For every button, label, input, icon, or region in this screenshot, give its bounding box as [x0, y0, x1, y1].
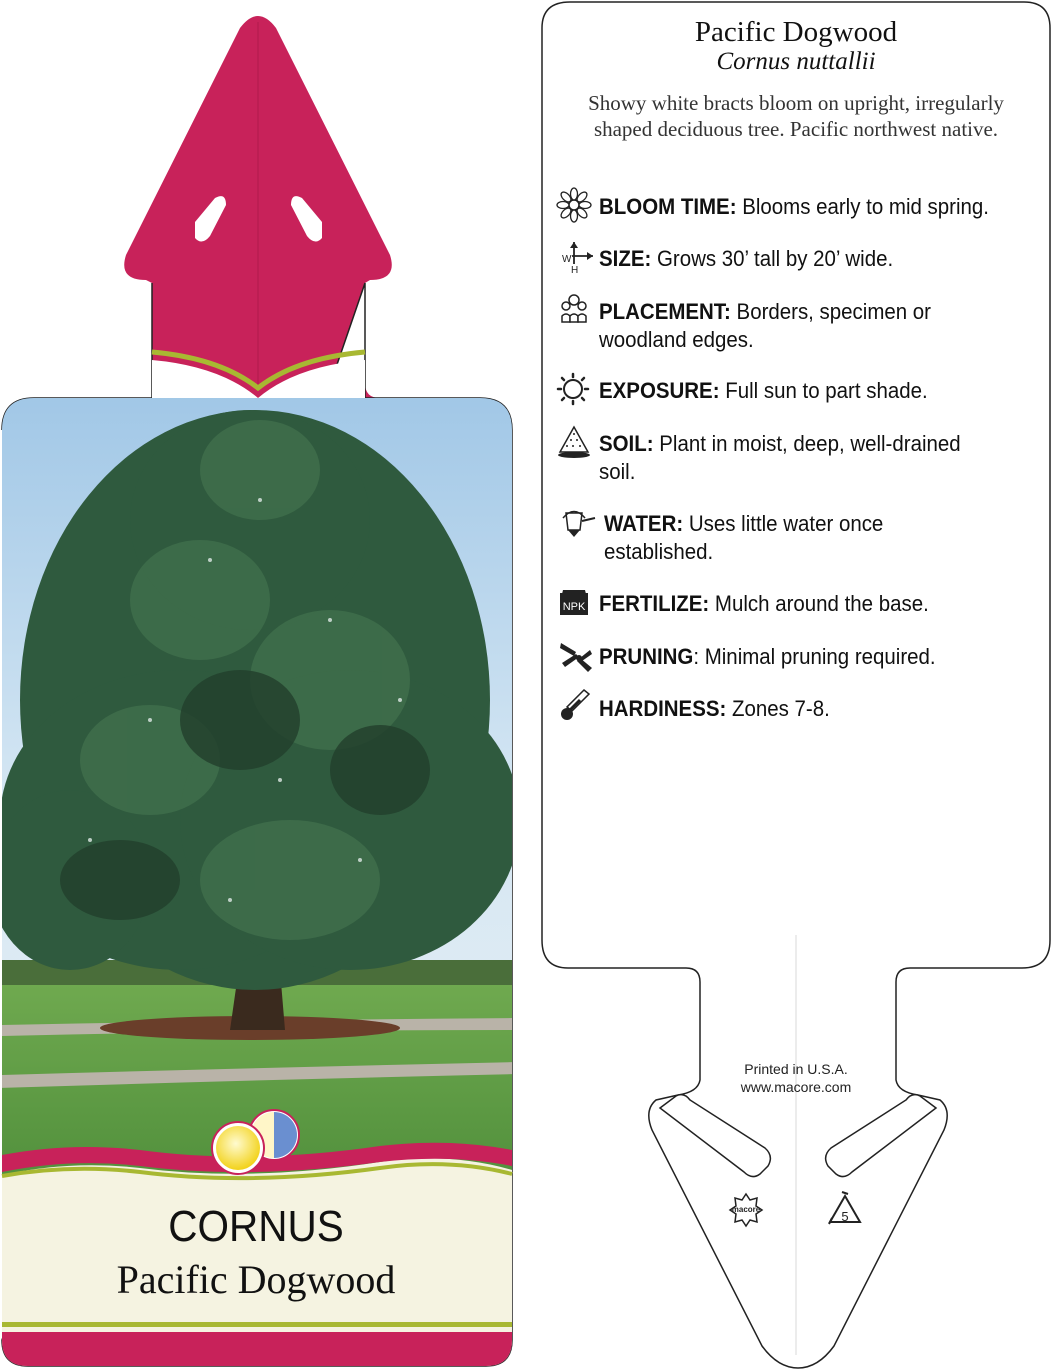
flower-icon [557, 188, 591, 222]
care-label: PLACEMENT: [599, 299, 731, 324]
macore-logo [730, 1194, 762, 1226]
care-text: : Minimal pruning required. [693, 644, 936, 669]
care-text: Blooms early to mid spring. [736, 194, 989, 219]
tree-photo [0, 380, 520, 1205]
front-genus: CORNUS [168, 1202, 344, 1251]
printed-in: Printed in U.S.A. [744, 1061, 848, 1077]
care-text: Full sun to part shade. [719, 378, 928, 403]
care-label: SIZE: [599, 246, 652, 271]
size-icon-h: H [571, 265, 579, 276]
back-description: Showy white bracts bloom on upright, irregularly shaped deciduous tree. Pacific northwest native. [588, 91, 1004, 141]
macore-logo-text: macore [731, 1205, 761, 1214]
care-label: EXPOSURE: [599, 378, 720, 403]
size-icon-w: W [562, 254, 572, 265]
care-text: Zones 7-8. [726, 696, 830, 721]
front-tag [0, 16, 520, 1366]
front-bottom-band [2, 1332, 512, 1366]
care-label: HARDINESS: [599, 696, 727, 721]
care-text: Borders, specimen or woodland edges. [599, 299, 931, 352]
care-text: Plant in moist, deep, well-drained soil. [599, 431, 961, 484]
care-label: WATER: [604, 511, 684, 536]
printed-note [700, 1060, 892, 1096]
fertilizer-icon [560, 590, 588, 615]
care-label: SOIL: [599, 431, 654, 456]
care-text: Mulch around the base. [709, 591, 929, 616]
front-common-name: Pacific Dogwood [116, 1257, 396, 1302]
back-scientific-name: Cornus nuttallii [716, 48, 876, 75]
recycle-number: 5 [841, 1209, 849, 1224]
care-label: BLOOM TIME: [599, 194, 737, 219]
care-label: PRUNING [599, 644, 694, 669]
website: www.macore.com [740, 1079, 852, 1095]
care-label: FERTILIZE: [599, 591, 710, 616]
care-text: Uses little water once established. [604, 511, 884, 564]
fertilizer-icon-text: NPK [562, 601, 586, 613]
back-common-name: Pacific Dogwood [694, 16, 898, 48]
care-text: Grows 30’ tall by 20’ wide. [651, 246, 894, 271]
